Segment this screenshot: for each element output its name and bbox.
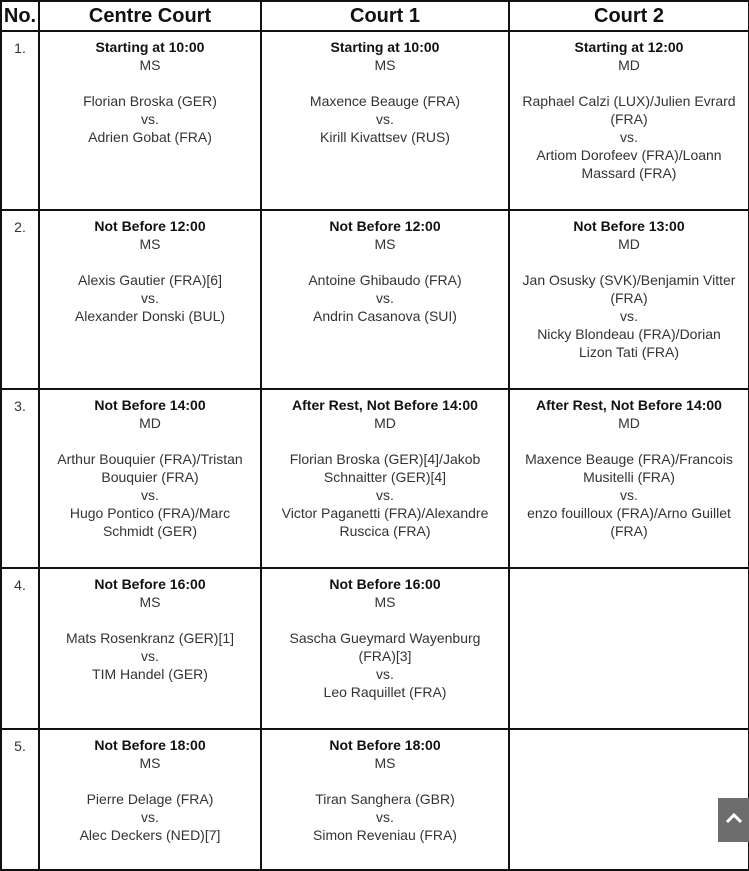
team1-line: Pierre Delage (FRA) (86, 791, 214, 807)
match-cell (39, 729, 261, 870)
header-court-2: Court 2 (509, 1, 749, 31)
team2-line: TIM Handel (GER) (92, 666, 208, 682)
team1-line: Antoine Ghibaudo (FRA) (308, 272, 462, 288)
team2-line: Schmidt (GER) (102, 523, 198, 539)
row-number: 2. (1, 210, 39, 389)
match-cell (261, 568, 509, 729)
match-cell (509, 389, 749, 568)
match-cell (509, 31, 749, 210)
match-event: MS (374, 57, 396, 73)
team2-line: Artiom Dorofeev (FRA)/Loann (536, 147, 722, 163)
schedule-body (1, 31, 749, 870)
match-event: MD (618, 57, 640, 73)
team1-line: (FRA) (610, 290, 648, 306)
match-event: MD (374, 415, 396, 431)
match-event: MS (374, 594, 396, 610)
versus-label: vs. (141, 809, 159, 825)
team2-line: enzo fouilloux (FRA)/Arno Guillet (527, 505, 731, 521)
team1-line: Raphael Calzi (LUX)/Julien Evrard (522, 93, 736, 109)
team2-line: Kirill Kivattsev (RUS) (320, 129, 450, 145)
match-time: After Rest, Not Before 14:00 (536, 397, 722, 413)
match-time: Not Before 16:00 (329, 576, 441, 592)
versus-label: vs. (376, 809, 394, 825)
versus-label: vs. (141, 487, 159, 503)
versus-label: vs. (376, 111, 394, 127)
match-time: Starting at 12:00 (574, 39, 684, 55)
match-event: MS (139, 57, 161, 73)
match-row (1, 210, 749, 389)
team1-line: Florian Broska (GER) (83, 93, 217, 109)
team1-line: (FRA)[3] (358, 648, 412, 664)
match-event: MS (139, 236, 161, 252)
match-cell (509, 729, 749, 870)
match-time: Not Before 12:00 (94, 218, 206, 234)
team1-line: (FRA) (610, 111, 648, 127)
match-time: Not Before 16:00 (94, 576, 206, 592)
versus-label: vs. (376, 487, 394, 503)
versus-label: vs. (376, 290, 394, 306)
match-event: MD (139, 415, 161, 431)
match-row (1, 729, 749, 870)
team2-line: Massard (FRA) (581, 165, 677, 181)
team1-line: Jan Osusky (SVK)/Benjamin Vitter (522, 272, 736, 288)
team1-line: Schnaitter (GER)[4] (323, 469, 447, 485)
team2-line: (FRA) (610, 523, 648, 539)
versus-label: vs. (376, 666, 394, 682)
match-time: After Rest, Not Before 14:00 (292, 397, 478, 413)
team2-line: Nicky Blondeau (FRA)/Dorian (537, 326, 721, 342)
match-cell (509, 568, 749, 729)
team1-line: Bouquier (FRA) (101, 469, 199, 485)
match-row (1, 31, 749, 210)
header-centre-court: Centre Court (39, 1, 261, 31)
header-row (1, 1, 749, 31)
match-cell (39, 568, 261, 729)
team2-line: Hugo Pontico (FRA)/Marc (69, 505, 231, 521)
match-event: MS (374, 755, 396, 771)
team1-line: Florian Broska (GER)[4]/Jakob (289, 451, 481, 467)
versus-label: vs. (141, 290, 159, 306)
team1-line: Arthur Bouquier (FRA)/Tristan (57, 451, 243, 467)
team2-line: Victor Paganetti (FRA)/Alexandre (281, 505, 489, 521)
team2-line: Leo Raquillet (FRA) (323, 684, 447, 700)
header-court-1: Court 1 (261, 1, 509, 31)
match-cell (261, 31, 509, 210)
row-number: 5. (1, 729, 39, 870)
match-row (1, 568, 749, 729)
row-number: 4. (1, 568, 39, 729)
match-event: MS (139, 594, 161, 610)
team2-line: Ruscica (FRA) (339, 523, 431, 539)
team1-line: Musitelli (FRA) (583, 469, 675, 485)
versus-label: vs. (620, 308, 638, 324)
match-event: MS (139, 755, 161, 771)
team2-line: Adrien Gobat (FRA) (88, 129, 212, 145)
team1-line: Maxence Beauge (FRA)/Francois (525, 451, 733, 467)
team2-line: Alec Deckers (NED)[7] (79, 827, 221, 843)
team1-line: Tiran Sanghera (GBR) (315, 791, 455, 807)
team1-line: Sascha Gueymard Wayenburg (289, 630, 481, 646)
team1-line: Mats Rosenkranz (GER)[1] (65, 630, 235, 646)
versus-label: vs. (141, 648, 159, 664)
match-cell (509, 210, 749, 389)
match-time: Starting at 10:00 (330, 39, 440, 55)
versus-label: vs. (620, 129, 638, 145)
row-number: 3. (1, 389, 39, 568)
team1-line: Maxence Beauge (FRA) (309, 93, 461, 109)
match-cell (39, 210, 261, 389)
match-time: Not Before 18:00 (94, 737, 206, 753)
match-cell (39, 31, 261, 210)
scroll-to-top-button[interactable] (718, 798, 749, 842)
match-time: Not Before 12:00 (329, 218, 441, 234)
chevron-up-icon (725, 812, 743, 824)
team2-line: Simon Reveniau (FRA) (313, 827, 457, 843)
match-time: Not Before 14:00 (94, 397, 206, 413)
versus-label: vs. (141, 111, 159, 127)
team2-line: Lizon Tati (FRA) (578, 344, 680, 360)
match-event: MS (374, 236, 396, 252)
header-no: No. (1, 1, 39, 31)
match-time: Not Before 18:00 (329, 737, 441, 753)
match-time: Not Before 13:00 (573, 218, 685, 234)
team2-line: Alexander Donski (BUL) (74, 308, 226, 324)
match-event: MD (618, 236, 640, 252)
match-cell (261, 210, 509, 389)
match-event: MD (618, 415, 640, 431)
match-row (1, 389, 749, 568)
row-number: 1. (1, 31, 39, 210)
match-cell (261, 389, 509, 568)
team2-line: Andrin Casanova (SUI) (313, 308, 457, 324)
versus-label: vs. (620, 487, 638, 503)
team1-line: Alexis Gautier (FRA)[6] (78, 272, 222, 288)
match-cell (261, 729, 509, 870)
match-time: Starting at 10:00 (95, 39, 205, 55)
match-cell (39, 389, 261, 568)
